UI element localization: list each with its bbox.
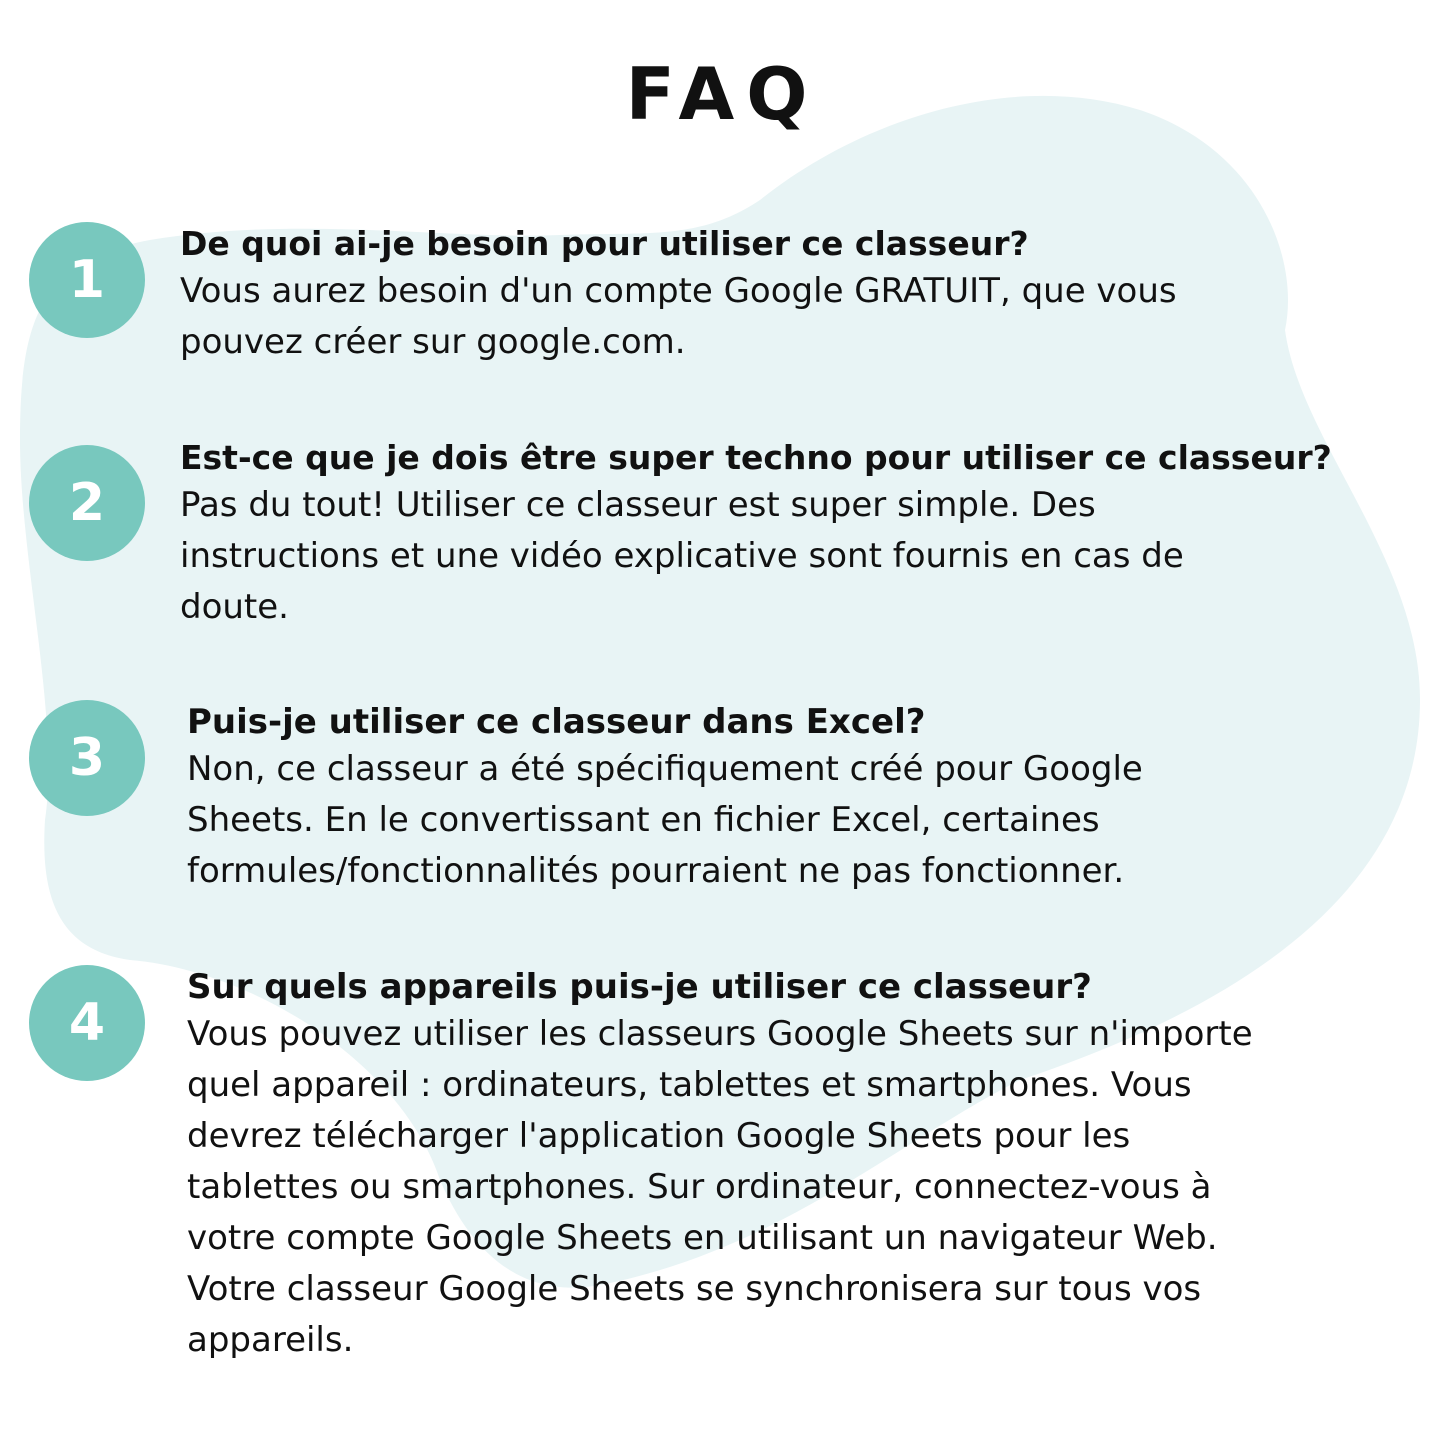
- answer-line: Vous pouvez utiliser les classeurs Google Sheets sur n'importe: [187, 1014, 1253, 1054]
- answer-line: quel appareil : ordinateurs, tablettes et smartphones. Vous: [187, 1065, 1192, 1105]
- faq-item-4: [187, 965, 1427, 1366]
- faq-answer: [187, 744, 1417, 897]
- number-badge-4: [29, 965, 145, 1081]
- answer-line: Non, ce classeur a été spécifiquement créé pour Google: [187, 749, 1143, 789]
- answer-line: instructions et une vidéo explicative sont fournis en cas de: [180, 536, 1184, 576]
- faq-answer: [187, 1009, 1427, 1366]
- page-title: FAQ: [625, 52, 820, 136]
- answer-line: Sheets. En le convertissant en fichier Excel, certaines: [187, 800, 1100, 840]
- faq-question: Puis-je utiliser ce classeur dans Excel?: [187, 702, 926, 742]
- faq-question: De quoi ai-je besoin pour utiliser ce classeur?: [180, 224, 1029, 263]
- faq-question: Sur quels appareils puis-je utiliser ce classeur?: [187, 967, 1092, 1007]
- badge-number: 1: [68, 250, 106, 310]
- faq-item-2: [180, 436, 1430, 633]
- faq-item-3: [187, 700, 1417, 897]
- badge-number: 4: [68, 993, 106, 1053]
- faq-question: Est-ce que je dois être super techno pour utiliser ce classeur?: [180, 438, 1332, 477]
- answer-line: formules/fonctionnalités pourraient ne pas fonctionner.: [187, 851, 1125, 891]
- faq-answer: [180, 266, 1420, 368]
- answer-line: tablettes ou smartphones. Sur ordinateur, connectez-vous à: [187, 1167, 1212, 1207]
- answer-line: Vous aurez besoin d'un compte Google GRATUIT, que vous: [180, 271, 1177, 311]
- answer-line: Votre classeur Google Sheets se synchronisera sur tous vos: [187, 1269, 1202, 1309]
- badge-number: 3: [68, 728, 106, 788]
- answer-line: devrez télécharger l'application Google Sheets pour les: [187, 1116, 1131, 1156]
- badge-number: 2: [68, 473, 106, 533]
- faq-item-1: [180, 222, 1420, 368]
- answer-line: doute.: [180, 587, 289, 627]
- answer-line: appareils.: [187, 1320, 354, 1360]
- answer-line: pouvez créer sur google.com.: [180, 322, 686, 362]
- answer-line: votre compte Google Sheets en utilisant un navigateur Web.: [187, 1218, 1218, 1258]
- number-badge-2: [29, 445, 145, 561]
- faq-answer: [180, 480, 1430, 633]
- answer-line: Pas du tout! Utiliser ce classeur est super simple. Des: [180, 485, 1096, 525]
- number-badge-3: [29, 700, 145, 816]
- number-badge-1: [29, 222, 145, 338]
